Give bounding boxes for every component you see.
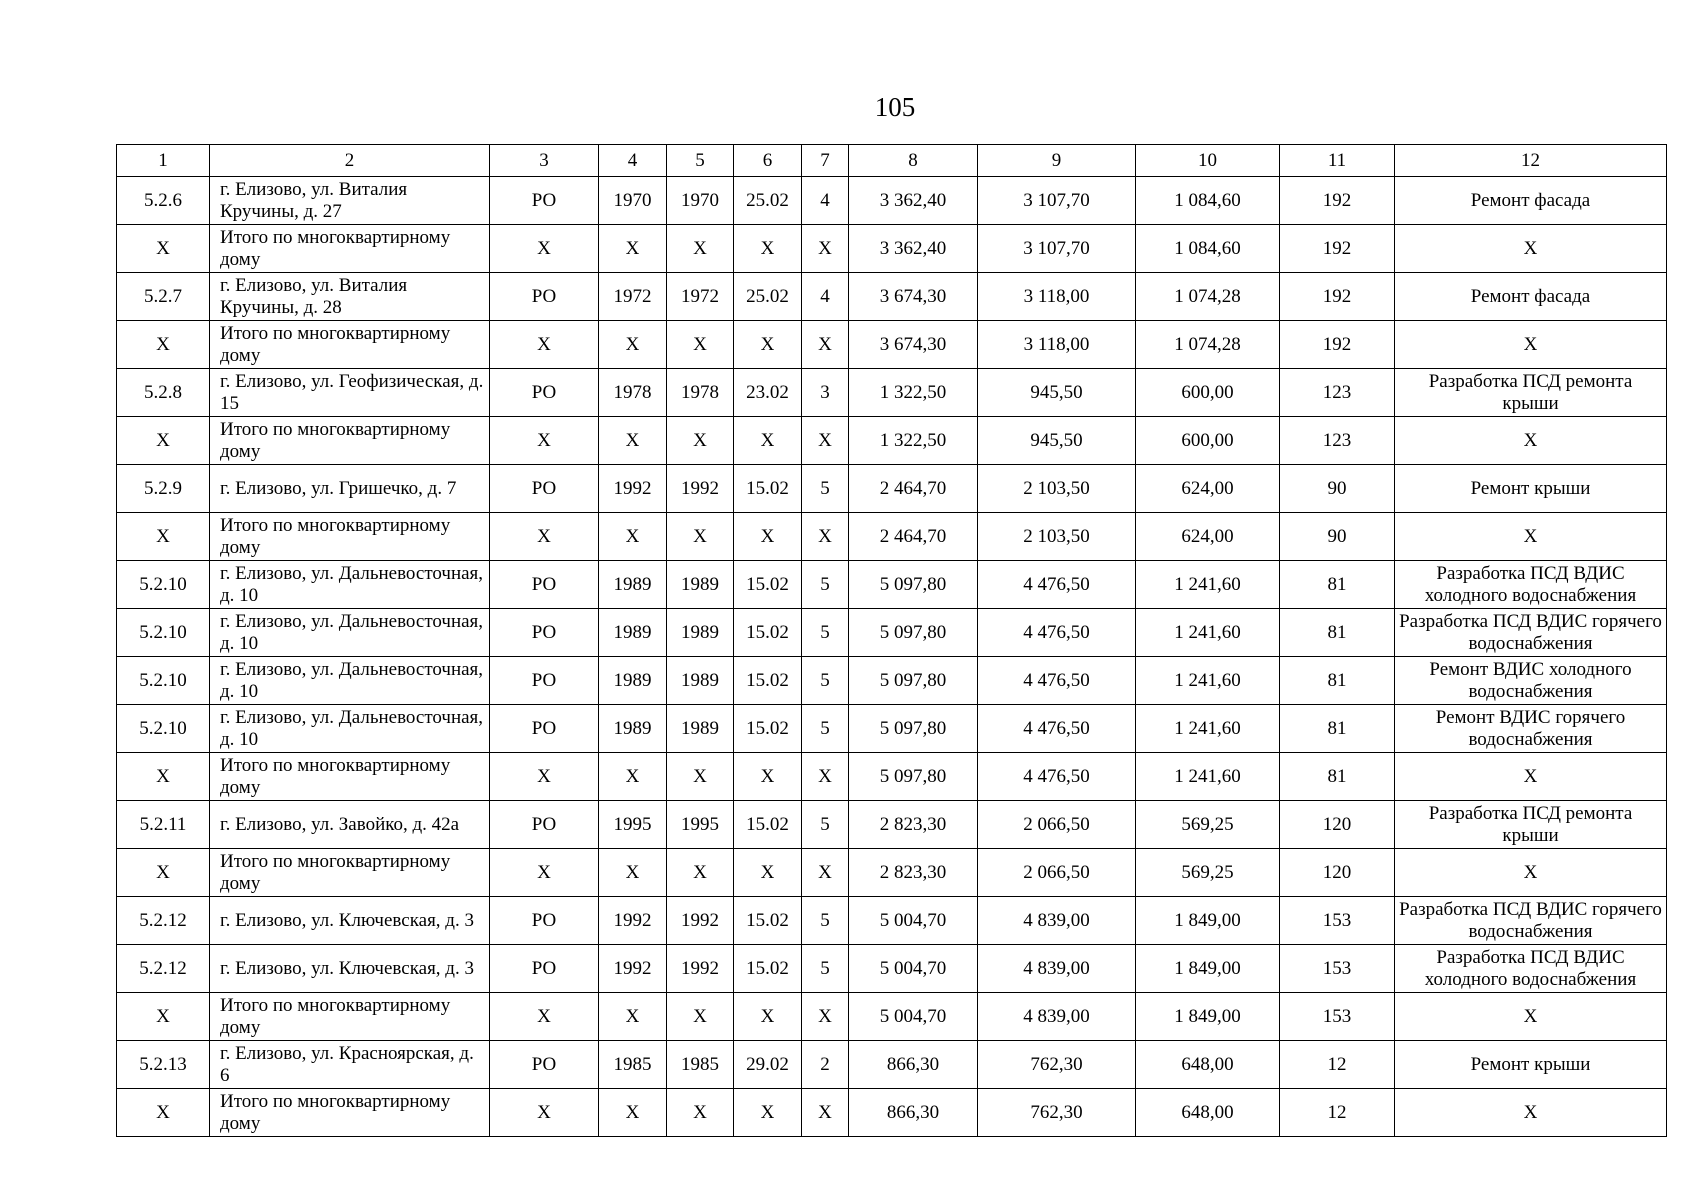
build-year-cell: Х xyxy=(599,993,667,1041)
total-area-cell: 2 464,70 xyxy=(849,513,978,561)
living-area-cell: 4 476,50 xyxy=(978,705,1136,753)
commission-year-cell: 1992 xyxy=(667,945,734,993)
residents-cell: 192 xyxy=(1280,177,1395,225)
work-type-cell: Разработка ПСД ВДИС горячего водоснабжения xyxy=(1395,609,1667,657)
build-year-cell: 1992 xyxy=(599,945,667,993)
item-number-cell: Х xyxy=(117,849,210,897)
column-number-cell: 11 xyxy=(1280,145,1395,177)
build-year-cell: 1989 xyxy=(599,609,667,657)
table-row xyxy=(117,849,1667,897)
column-number-cell: 5 xyxy=(667,145,734,177)
table-row xyxy=(117,1089,1667,1137)
residents-cell: 12 xyxy=(1280,1041,1395,1089)
address-cell: Итого по многоквартирному дому xyxy=(210,321,490,369)
floors-cell: 5 xyxy=(802,945,849,993)
table-row xyxy=(117,513,1667,561)
commission-year-cell: 1989 xyxy=(667,657,734,705)
owned-area-cell: 648,00 xyxy=(1136,1041,1280,1089)
item-number-cell: 5.2.12 xyxy=(117,945,210,993)
wall-material-cell: Х xyxy=(734,753,802,801)
total-area-cell: 5 097,80 xyxy=(849,705,978,753)
table-row xyxy=(117,1041,1667,1089)
table-row xyxy=(117,753,1667,801)
living-area-cell: 762,30 xyxy=(978,1041,1136,1089)
living-area-cell: 3 118,00 xyxy=(978,321,1136,369)
living-area-cell: 4 476,50 xyxy=(978,561,1136,609)
owned-area-cell: 600,00 xyxy=(1136,369,1280,417)
work-type-cell: Разработка ПСД ремонта крыши xyxy=(1395,369,1667,417)
total-area-cell: 5 097,80 xyxy=(849,753,978,801)
residents-cell: 120 xyxy=(1280,801,1395,849)
work-type-cell: Х xyxy=(1395,417,1667,465)
wall-material-cell: 23.02 xyxy=(734,369,802,417)
table-row xyxy=(117,657,1667,705)
residents-cell: 120 xyxy=(1280,849,1395,897)
living-area-cell: 4 476,50 xyxy=(978,609,1136,657)
owned-area-cell: 624,00 xyxy=(1136,513,1280,561)
owner-code-cell: РО xyxy=(490,801,599,849)
wall-material-cell: Х xyxy=(734,321,802,369)
floors-cell: 5 xyxy=(802,609,849,657)
owner-code-cell: Х xyxy=(490,225,599,273)
column-number-cell: 6 xyxy=(734,145,802,177)
item-number-cell: Х xyxy=(117,225,210,273)
total-area-cell: 1 322,50 xyxy=(849,369,978,417)
owner-code-cell: Х xyxy=(490,993,599,1041)
address-cell: г. Елизово, ул. Ключевская, д. 3 xyxy=(210,945,490,993)
floors-cell: Х xyxy=(802,1089,849,1137)
residents-cell: 81 xyxy=(1280,561,1395,609)
floors-cell: Х xyxy=(802,513,849,561)
wall-material-cell: Х xyxy=(734,993,802,1041)
address-cell: г. Елизово, ул. Геофизическая, д. 15 xyxy=(210,369,490,417)
living-area-cell: 762,30 xyxy=(978,1089,1136,1137)
floors-cell: Х xyxy=(802,321,849,369)
total-area-cell: 3 362,40 xyxy=(849,225,978,273)
owner-code-cell: Х xyxy=(490,849,599,897)
owned-area-cell: 1 241,60 xyxy=(1136,753,1280,801)
address-cell: г. Елизово, ул. Дальневосточная, д. 10 xyxy=(210,561,490,609)
floors-cell: 4 xyxy=(802,273,849,321)
living-area-cell: 2 103,50 xyxy=(978,513,1136,561)
work-type-cell: Ремонт фасада xyxy=(1395,273,1667,321)
table-row xyxy=(117,273,1667,321)
item-number-cell: Х xyxy=(117,1089,210,1137)
wall-material-cell: Х xyxy=(734,225,802,273)
residents-cell: 123 xyxy=(1280,369,1395,417)
living-area-cell: 4 839,00 xyxy=(978,897,1136,945)
owner-code-cell: Х xyxy=(490,753,599,801)
table-row xyxy=(117,993,1667,1041)
floors-cell: Х xyxy=(802,993,849,1041)
work-type-cell: Разработка ПСД ВДИС горячего водоснабжения xyxy=(1395,897,1667,945)
address-cell: г. Елизово, ул. Гришечко, д. 7 xyxy=(210,465,490,513)
living-area-cell: 3 118,00 xyxy=(978,273,1136,321)
residents-cell: 192 xyxy=(1280,225,1395,273)
residents-cell: 153 xyxy=(1280,993,1395,1041)
wall-material-cell: 29.02 xyxy=(734,1041,802,1089)
table-row xyxy=(117,897,1667,945)
floors-cell: 5 xyxy=(802,705,849,753)
table-row xyxy=(117,705,1667,753)
address-cell: г. Елизово, ул. Виталия Кручины, д. 28 xyxy=(210,273,490,321)
owned-area-cell: 648,00 xyxy=(1136,1089,1280,1137)
residents-cell: 12 xyxy=(1280,1089,1395,1137)
build-year-cell: 1992 xyxy=(599,897,667,945)
residents-cell: 192 xyxy=(1280,321,1395,369)
floors-cell: 5 xyxy=(802,897,849,945)
address-cell: Итого по многоквартирному дому xyxy=(210,513,490,561)
address-cell: Итого по многоквартирному дому xyxy=(210,1089,490,1137)
floors-cell: 5 xyxy=(802,561,849,609)
table-row xyxy=(117,561,1667,609)
table-row xyxy=(117,177,1667,225)
living-area-cell: 4 839,00 xyxy=(978,993,1136,1041)
living-area-cell: 2 066,50 xyxy=(978,849,1136,897)
wall-material-cell: Х xyxy=(734,1089,802,1137)
wall-material-cell: 15.02 xyxy=(734,801,802,849)
owned-area-cell: 1 849,00 xyxy=(1136,897,1280,945)
living-area-cell: 2 066,50 xyxy=(978,801,1136,849)
total-area-cell: 3 362,40 xyxy=(849,177,978,225)
total-area-cell: 5 097,80 xyxy=(849,609,978,657)
address-cell: Итого по многоквартирному дому xyxy=(210,849,490,897)
owner-code-cell: Х xyxy=(490,513,599,561)
owner-code-cell: РО xyxy=(490,1041,599,1089)
wall-material-cell: 15.02 xyxy=(734,945,802,993)
residents-cell: 90 xyxy=(1280,513,1395,561)
floors-cell: 5 xyxy=(802,801,849,849)
work-type-cell: Х xyxy=(1395,1089,1667,1137)
residents-cell: 81 xyxy=(1280,609,1395,657)
total-area-cell: 2 823,30 xyxy=(849,849,978,897)
item-number-cell: 5.2.10 xyxy=(117,561,210,609)
build-year-cell: Х xyxy=(599,753,667,801)
column-number-cell: 1 xyxy=(117,145,210,177)
total-area-cell: 1 322,50 xyxy=(849,417,978,465)
table-row xyxy=(117,801,1667,849)
residents-cell: 81 xyxy=(1280,753,1395,801)
owned-area-cell: 624,00 xyxy=(1136,465,1280,513)
address-cell: Итого по многоквартирному дому xyxy=(210,753,490,801)
build-year-cell: Х xyxy=(599,513,667,561)
item-number-cell: 5.2.6 xyxy=(117,177,210,225)
table-row xyxy=(117,417,1667,465)
owner-code-cell: Х xyxy=(490,1089,599,1137)
build-year-cell: 1992 xyxy=(599,465,667,513)
living-area-cell: 945,50 xyxy=(978,417,1136,465)
work-type-cell: Х xyxy=(1395,753,1667,801)
item-number-cell: Х xyxy=(117,753,210,801)
table-row xyxy=(117,609,1667,657)
column-number-cell: 12 xyxy=(1395,145,1667,177)
floors-cell: 5 xyxy=(802,657,849,705)
commission-year-cell: Х xyxy=(667,417,734,465)
commission-year-cell: 1992 xyxy=(667,897,734,945)
owner-code-cell: Х xyxy=(490,321,599,369)
owned-area-cell: 1 074,28 xyxy=(1136,273,1280,321)
living-area-cell: 945,50 xyxy=(978,369,1136,417)
owner-code-cell: РО xyxy=(490,369,599,417)
build-year-cell: Х xyxy=(599,225,667,273)
residents-cell: 192 xyxy=(1280,273,1395,321)
living-area-cell: 4 476,50 xyxy=(978,657,1136,705)
address-cell: г. Елизово, ул. Виталия Кручины, д. 27 xyxy=(210,177,490,225)
column-number-cell: 7 xyxy=(802,145,849,177)
owned-area-cell: 600,00 xyxy=(1136,417,1280,465)
table-row xyxy=(117,465,1667,513)
work-type-cell: Разработка ПСД ВДИС холодного водоснабжения xyxy=(1395,945,1667,993)
wall-material-cell: 15.02 xyxy=(734,657,802,705)
wall-material-cell: Х xyxy=(734,513,802,561)
column-number-row xyxy=(117,145,1667,177)
work-type-cell: Разработка ПСД ВДИС холодного водоснабжения xyxy=(1395,561,1667,609)
total-area-cell: 2 464,70 xyxy=(849,465,978,513)
commission-year-cell: Х xyxy=(667,849,734,897)
owner-code-cell: РО xyxy=(490,465,599,513)
work-type-cell: Ремонт ВДИС холодного водоснабжения xyxy=(1395,657,1667,705)
build-year-cell: 1970 xyxy=(599,177,667,225)
item-number-cell: Х xyxy=(117,513,210,561)
wall-material-cell: Х xyxy=(734,849,802,897)
work-type-cell: Х xyxy=(1395,513,1667,561)
work-type-cell: Х xyxy=(1395,321,1667,369)
residents-cell: 81 xyxy=(1280,705,1395,753)
owner-code-cell: РО xyxy=(490,561,599,609)
item-number-cell: 5.2.11 xyxy=(117,801,210,849)
item-number-cell: 5.2.13 xyxy=(117,1041,210,1089)
owner-code-cell: РО xyxy=(490,273,599,321)
commission-year-cell: 1970 xyxy=(667,177,734,225)
residents-cell: 153 xyxy=(1280,945,1395,993)
wall-material-cell: 15.02 xyxy=(734,897,802,945)
floors-cell: 4 xyxy=(802,177,849,225)
table-row xyxy=(117,225,1667,273)
total-area-cell: 3 674,30 xyxy=(849,321,978,369)
residents-cell: 90 xyxy=(1280,465,1395,513)
column-number-cell: 4 xyxy=(599,145,667,177)
commission-year-cell: Х xyxy=(667,513,734,561)
total-area-cell: 2 823,30 xyxy=(849,801,978,849)
total-area-cell: 866,30 xyxy=(849,1041,978,1089)
build-year-cell: 1978 xyxy=(599,369,667,417)
total-area-cell: 866,30 xyxy=(849,1089,978,1137)
commission-year-cell: 1985 xyxy=(667,1041,734,1089)
owner-code-cell: РО xyxy=(490,705,599,753)
floors-cell: 5 xyxy=(802,465,849,513)
build-year-cell: 1995 xyxy=(599,801,667,849)
wall-material-cell: 25.02 xyxy=(734,273,802,321)
owner-code-cell: РО xyxy=(490,657,599,705)
column-number-cell: 3 xyxy=(490,145,599,177)
wall-material-cell: Х xyxy=(734,417,802,465)
commission-year-cell: Х xyxy=(667,321,734,369)
owned-area-cell: 1 849,00 xyxy=(1136,993,1280,1041)
commission-year-cell: 1995 xyxy=(667,801,734,849)
item-number-cell: 5.2.10 xyxy=(117,657,210,705)
table-row xyxy=(117,369,1667,417)
wall-material-cell: 15.02 xyxy=(734,609,802,657)
item-number-cell: Х xyxy=(117,417,210,465)
living-area-cell: 4 476,50 xyxy=(978,753,1136,801)
commission-year-cell: 1989 xyxy=(667,609,734,657)
column-number-cell: 2 xyxy=(210,145,490,177)
commission-year-cell: Х xyxy=(667,753,734,801)
table-row xyxy=(117,945,1667,993)
residents-cell: 123 xyxy=(1280,417,1395,465)
build-year-cell: 1989 xyxy=(599,657,667,705)
item-number-cell: 5.2.10 xyxy=(117,705,210,753)
table-row xyxy=(117,321,1667,369)
build-year-cell: 1985 xyxy=(599,1041,667,1089)
housing-repair-table xyxy=(116,144,1667,1137)
item-number-cell: 5.2.9 xyxy=(117,465,210,513)
column-number-cell: 8 xyxy=(849,145,978,177)
address-cell: г. Елизово, ул. Красноярская, д. 6 xyxy=(210,1041,490,1089)
build-year-cell: 1972 xyxy=(599,273,667,321)
living-area-cell: 2 103,50 xyxy=(978,465,1136,513)
work-type-cell: Ремонт фасада xyxy=(1395,177,1667,225)
build-year-cell: Х xyxy=(599,849,667,897)
commission-year-cell: 1978 xyxy=(667,369,734,417)
address-cell: Итого по многоквартирному дому xyxy=(210,417,490,465)
build-year-cell: 1989 xyxy=(599,705,667,753)
floors-cell: 2 xyxy=(802,1041,849,1089)
residents-cell: 153 xyxy=(1280,897,1395,945)
build-year-cell: 1989 xyxy=(599,561,667,609)
floors-cell: Х xyxy=(802,753,849,801)
floors-cell: Х xyxy=(802,849,849,897)
owner-code-cell: РО xyxy=(490,609,599,657)
work-type-cell: Ремонт крыши xyxy=(1395,1041,1667,1089)
commission-year-cell: 1989 xyxy=(667,561,734,609)
work-type-cell: Х xyxy=(1395,993,1667,1041)
column-number-cell: 10 xyxy=(1136,145,1280,177)
build-year-cell: Х xyxy=(599,321,667,369)
commission-year-cell: Х xyxy=(667,993,734,1041)
owner-code-cell: РО xyxy=(490,177,599,225)
item-number-cell: Х xyxy=(117,993,210,1041)
wall-material-cell: 15.02 xyxy=(734,705,802,753)
total-area-cell: 5 004,70 xyxy=(849,945,978,993)
address-cell: г. Елизово, ул. Дальневосточная, д. 10 xyxy=(210,705,490,753)
work-type-cell: Х xyxy=(1395,849,1667,897)
owner-code-cell: РО xyxy=(490,945,599,993)
owned-area-cell: 1 241,60 xyxy=(1136,609,1280,657)
living-area-cell: 3 107,70 xyxy=(978,225,1136,273)
item-number-cell: 5.2.12 xyxy=(117,897,210,945)
owned-area-cell: 1 241,60 xyxy=(1136,705,1280,753)
page-number: 105 xyxy=(874,92,916,122)
work-type-cell: Ремонт ВДИС горячего водоснабжения xyxy=(1395,705,1667,753)
item-number-cell: Х xyxy=(117,321,210,369)
column-number-cell: 9 xyxy=(978,145,1136,177)
commission-year-cell: Х xyxy=(667,225,734,273)
total-area-cell: 5 004,70 xyxy=(849,993,978,1041)
work-type-cell: Ремонт крыши xyxy=(1395,465,1667,513)
commission-year-cell: 1972 xyxy=(667,273,734,321)
floors-cell: Х xyxy=(802,417,849,465)
commission-year-cell: 1989 xyxy=(667,705,734,753)
address-cell: г. Елизово, ул. Дальневосточная, д. 10 xyxy=(210,657,490,705)
work-type-cell: Разработка ПСД ремонта крыши xyxy=(1395,801,1667,849)
item-number-cell: 5.2.7 xyxy=(117,273,210,321)
work-type-cell: Х xyxy=(1395,225,1667,273)
total-area-cell: 5 097,80 xyxy=(849,561,978,609)
living-area-cell: 4 839,00 xyxy=(978,945,1136,993)
address-cell: г. Елизово, ул. Ключевская, д. 3 xyxy=(210,897,490,945)
owned-area-cell: 1 241,60 xyxy=(1136,561,1280,609)
wall-material-cell: 25.02 xyxy=(734,177,802,225)
item-number-cell: 5.2.10 xyxy=(117,609,210,657)
floors-cell: 3 xyxy=(802,369,849,417)
living-area-cell: 3 107,70 xyxy=(978,177,1136,225)
owned-area-cell: 1 849,00 xyxy=(1136,945,1280,993)
address-cell: г. Елизово, ул. Завойко, д. 42а xyxy=(210,801,490,849)
address-cell: Итого по многоквартирному дому xyxy=(210,225,490,273)
commission-year-cell: Х xyxy=(667,1089,734,1137)
owner-code-cell: РО xyxy=(490,897,599,945)
wall-material-cell: 15.02 xyxy=(734,561,802,609)
build-year-cell: Х xyxy=(599,1089,667,1137)
wall-material-cell: 15.02 xyxy=(734,465,802,513)
owned-area-cell: 569,25 xyxy=(1136,801,1280,849)
owned-area-cell: 1 074,28 xyxy=(1136,321,1280,369)
owned-area-cell: 1 241,60 xyxy=(1136,657,1280,705)
residents-cell: 81 xyxy=(1280,657,1395,705)
total-area-cell: 3 674,30 xyxy=(849,273,978,321)
item-number-cell: 5.2.8 xyxy=(117,369,210,417)
owner-code-cell: Х xyxy=(490,417,599,465)
build-year-cell: Х xyxy=(599,417,667,465)
owned-area-cell: 1 084,60 xyxy=(1136,177,1280,225)
total-area-cell: 5 004,70 xyxy=(849,897,978,945)
owned-area-cell: 1 084,60 xyxy=(1136,225,1280,273)
commission-year-cell: 1992 xyxy=(667,465,734,513)
address-cell: Итого по многоквартирному дому xyxy=(210,993,490,1041)
total-area-cell: 5 097,80 xyxy=(849,657,978,705)
address-cell: г. Елизово, ул. Дальневосточная, д. 10 xyxy=(210,609,490,657)
owned-area-cell: 569,25 xyxy=(1136,849,1280,897)
floors-cell: Х xyxy=(802,225,849,273)
